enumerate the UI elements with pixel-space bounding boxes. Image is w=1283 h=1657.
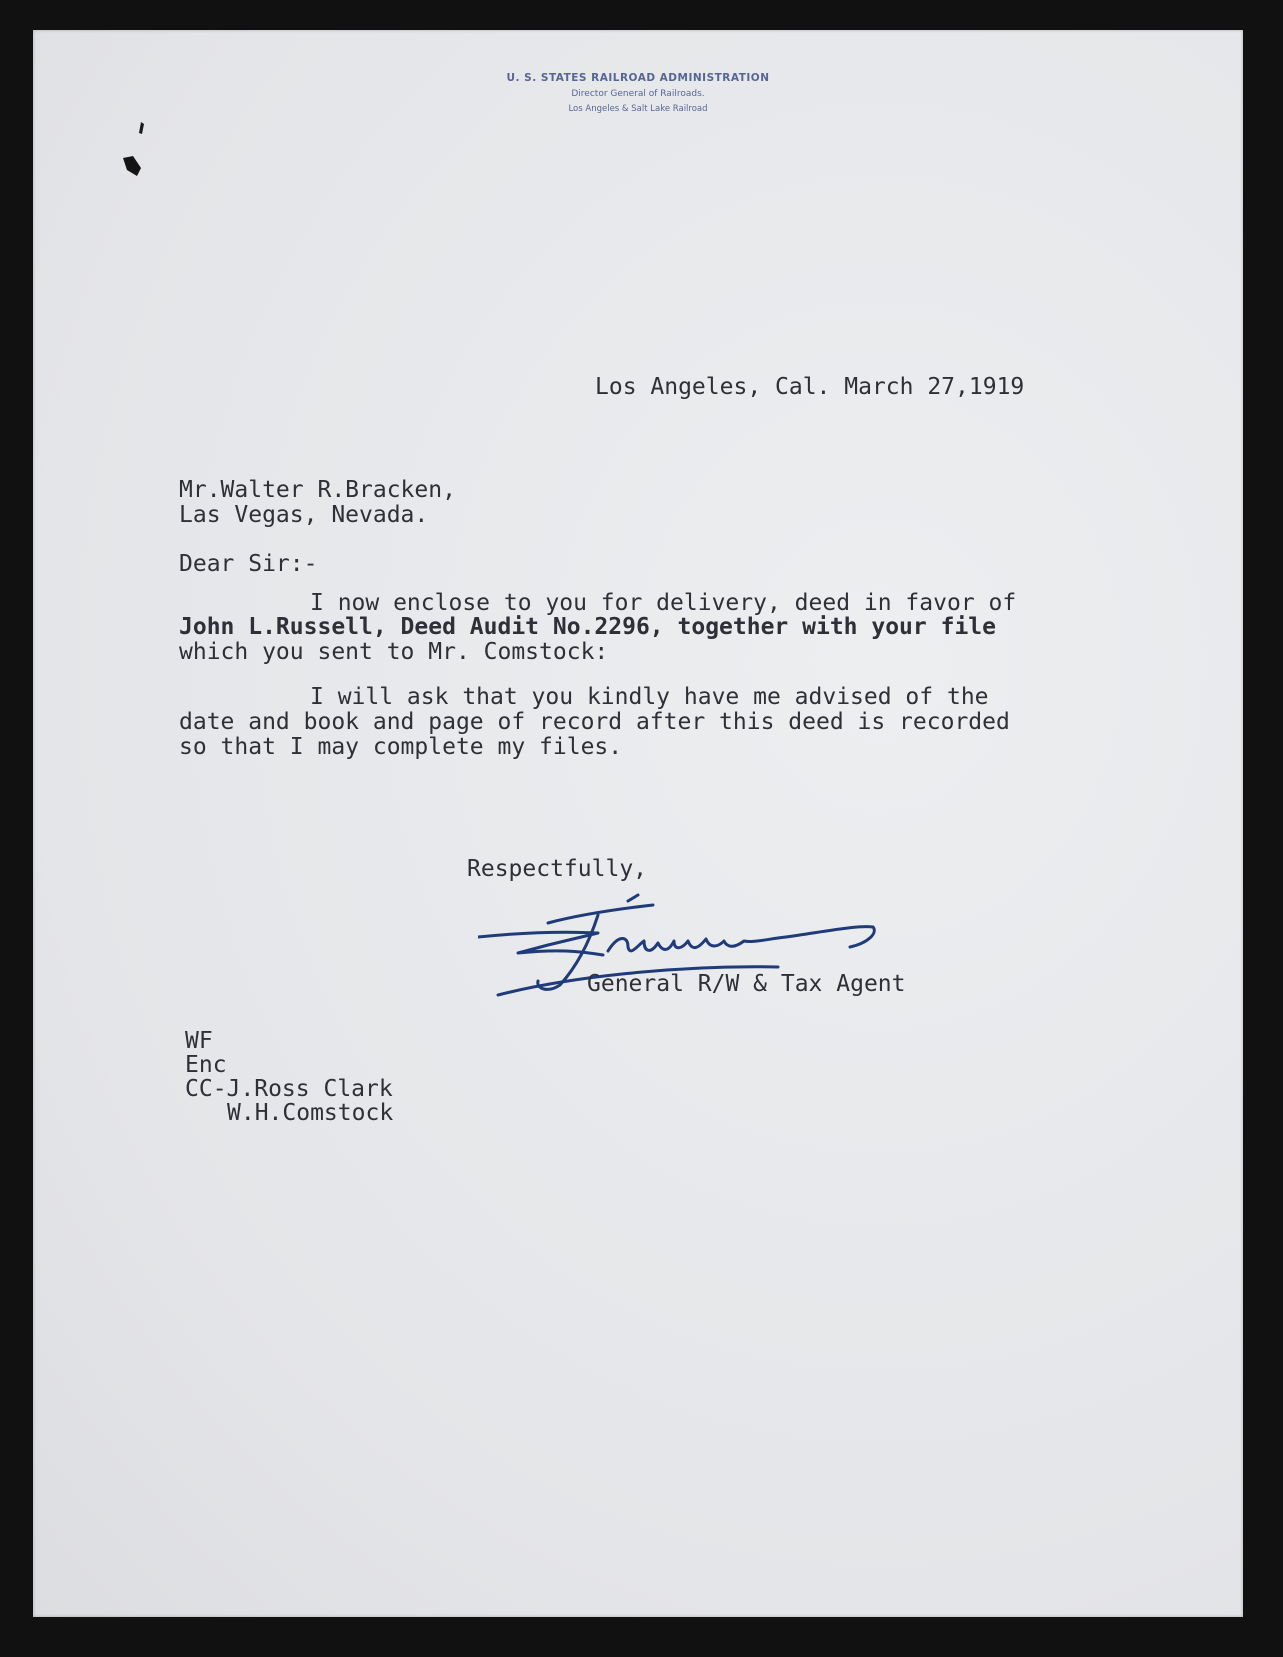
paragraph-2-line-2: date and book and page of record after this deed is recorded [179, 709, 1010, 735]
closing: Respectfully, [467, 856, 648, 882]
letterhead-stamp [473, 72, 803, 114]
date-line: Los Angeles, Cal. March 27,1919 [595, 374, 1025, 400]
letterhead-line-1: U. S. STATES RAILROAD ADMINISTRATION [506, 72, 770, 84]
letterhead-line-3: Los Angeles & Salt Lake Railroad [568, 104, 708, 114]
hole-punch-mark [117, 118, 157, 188]
salutation: Dear Sir:- [179, 551, 318, 577]
paragraph-2-line-3: so that I may complete my files. [179, 734, 623, 760]
letter-page [33, 30, 1243, 1617]
paragraph-1-line-3: which you sent to Mr. Comstock: [179, 639, 609, 665]
letterhead-line-2: Director General of Railroads. [571, 89, 705, 99]
paragraph-2-line-1: I will ask that you kindly have me advised of the [310, 684, 989, 710]
recipient-name: Mr.Walter R.Bracken, [179, 477, 456, 503]
typist-initials: WF [185, 1028, 213, 1054]
carbon-copy-line-1: CC-J.Ross Clark [185, 1076, 393, 1102]
carbon-copy-line-2: W.H.Comstock [227, 1100, 394, 1126]
signer-title: General R/W & Tax Agent [587, 971, 906, 997]
paragraph-1-line-1: I now enclose to you for delivery, deed in favor of [310, 590, 1017, 616]
paragraph-1-line-2: John L.Russell, Deed Audit No.2296, together with your file [179, 614, 996, 640]
enclosure-note: Enc [185, 1052, 227, 1078]
recipient-location: Las Vegas, Nevada. [179, 502, 429, 528]
